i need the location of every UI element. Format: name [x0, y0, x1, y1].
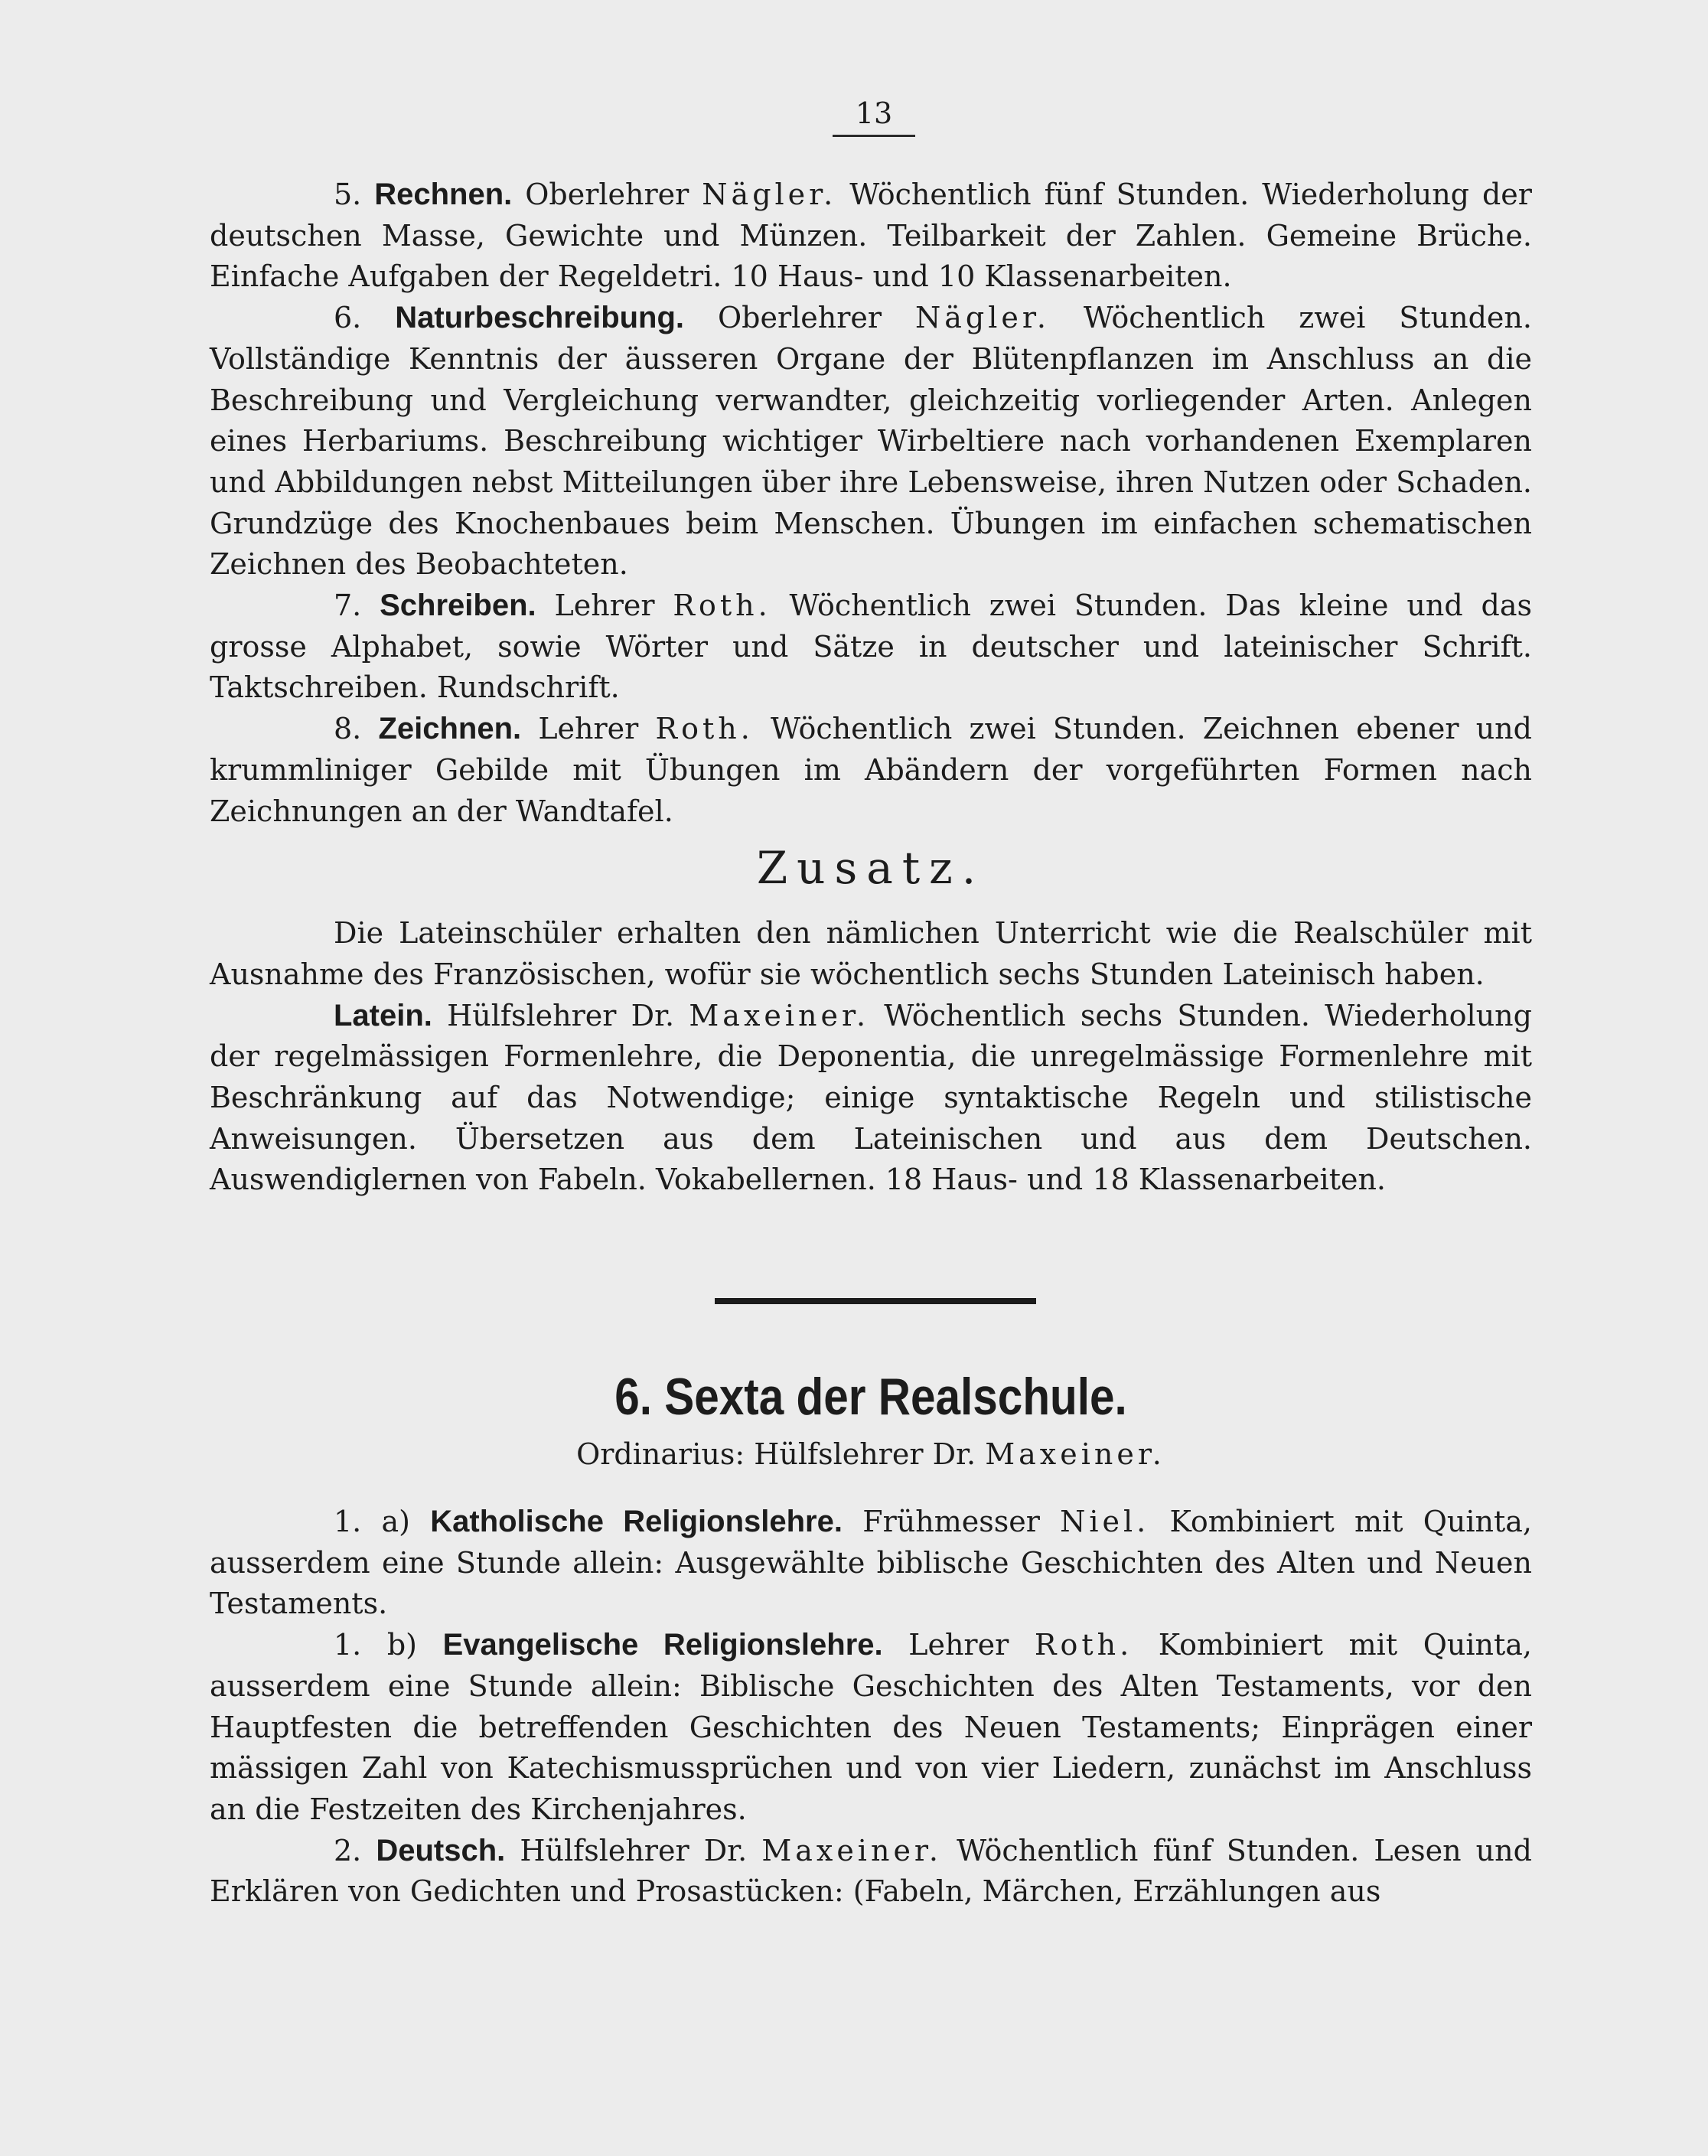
subject-title: Schreiben. [380, 589, 536, 623]
subject-list-lower [210, 1502, 1532, 1913]
teacher-role: Lehrer [908, 1628, 1009, 1662]
subject-title: Latein. [334, 998, 432, 1032]
teacher-name: Roth. [673, 589, 771, 623]
subject-text: Wöchentlich zwei Stunden. Vollständige Kenntnis der äusseren Organe der Blütenpflanzen im Anschluss an die Beschreibung und Vergleichung verwandter, gleichzeitig vorliegender Arten. Anlegen eines Herbariums. Beschreibung wichtiger Wirbeltiere nach vorhandenen Exemplaren und Abbildungen nebst Mitteilungen über ihre Lebensweise, ihren Nutzen oder Schaden. Grundzüge des Knochenbaues beim Menschen. Übungen im einfachen schematischen Zeichnen des Beobachteten. [210, 301, 1532, 582]
subject-title: Rechnen. [374, 178, 513, 211]
subject-number: 2. [334, 1833, 362, 1867]
subject-title: Katholische Religionslehre. [430, 1505, 843, 1538]
section-title: 6. Sexta der Realschule. [614, 1368, 1127, 1426]
subject-title: Naturbeschreibung. [395, 301, 685, 335]
subject-text: Wöchentlich fünf Stunden. Lesen und Erklären von Gedichten und Prosastücken: (Fabeln, Märchen, Erzählungen aus [210, 1833, 1532, 1909]
teacher-name: Roth. [1034, 1628, 1133, 1662]
teacher-role: Lehrer [538, 712, 639, 746]
subject-text: Wöchentlich zwei Stunden. Zeichnen ebener und krummliniger Gebilde mit Übungen im Abändern der vorgeführten Formen nach Zeichnungen an der Wandtafel. [210, 712, 1532, 828]
teacher-name: Maxeiner. [689, 998, 870, 1032]
zusatz-intro: Die Lateinschüler erhalten den nämlichen Unterricht wie die Realschüler mit Ausnahme des Französischen, wofür sie wöchentlich sechs Stunden Lateinisch haben. [210, 916, 1532, 991]
subject-zeichnen [210, 709, 1532, 832]
subject-number: 5. [334, 178, 362, 211]
teacher-name: Roth. [655, 712, 754, 746]
subject-deutsch [210, 1831, 1532, 1913]
teacher-name: Niel. [1060, 1505, 1150, 1538]
section-divider [715, 1298, 1036, 1304]
teacher-role: Hülfslehrer Dr. [447, 998, 675, 1032]
subject-number: 7. [334, 589, 362, 623]
ordinarius-label: Ordinarius: [576, 1437, 745, 1471]
teacher-name: Nägler. [915, 301, 1050, 335]
subject-title: Evangelische Religionslehre. [442, 1628, 883, 1662]
ordinarius-name: Maxeiner. [985, 1437, 1165, 1471]
subject-number: 6. [334, 301, 362, 335]
ordinarius-line [210, 1437, 1532, 1471]
teacher-role: Oberlehrer [525, 178, 689, 211]
subject-number: 1. b) [334, 1628, 417, 1662]
subject-latein [210, 996, 1532, 1202]
subject-number: 8. [334, 712, 362, 746]
teacher-name: Maxeiner. [761, 1833, 942, 1867]
subject-katholische-religion [210, 1502, 1532, 1625]
subject-evangelische-religion [210, 1625, 1532, 1831]
subject-naturbeschreibung [210, 298, 1532, 585]
subject-rechnen [210, 175, 1532, 298]
subject-title: Deutsch. [376, 1833, 506, 1867]
teacher-role: Frühmesser [862, 1505, 1040, 1538]
subject-schreiben [210, 585, 1532, 709]
teacher-role: Hülfslehrer Dr. [520, 1833, 748, 1867]
page-number: 13 [833, 96, 915, 137]
subject-text: Kombiniert mit Quinta, ausserdem eine Stunde allein: Biblische Geschichten des Alten Testaments, vor den Hauptfesten die betreffenden Geschichten des Neuen Testaments; Einprägen einer mässigen Zahl von Katechismussprüchen und von vier Liedern, zunächst im Anschluss an die Festzeiten des Kirchenjahres. [210, 1628, 1532, 1826]
subject-text: Kombiniert mit Quinta, ausserdem eine Stunde allein: Ausgewählte biblische Geschichten des Alten und Neuen Testaments. [210, 1505, 1532, 1621]
ordinarius-role: Hülfslehrer Dr. [754, 1437, 976, 1471]
subject-text: Wöchentlich sechs Stunden. Wiederholung der regelmässigen Formenlehre, die Deponentia, die unregelmässige Formenlehre mit Beschränkung auf das Notwendige; einige syntaktische Regeln und stilistische Anweisungen. Übersetzen aus dem Lateinischen und aus dem Deutschen. Auswendiglernen von Fabeln. Vokabellernen. 18 Haus- und 18 Klassenarbeiten. [210, 998, 1532, 1197]
subject-list-upper [210, 175, 1532, 1201]
subject-number: 1. a) [334, 1505, 410, 1538]
teacher-role: Oberlehrer [717, 301, 882, 335]
zusatz-heading: Zusatz. [756, 842, 986, 895]
subject-text: Wöchentlich fünf Stunden. Wiederholung der deutschen Masse, Gewichte und Münzen. Teilbarkeit der Zahlen. Gemeine Brüche. Einfache Aufgaben der Regeldetri. 10 Haus- und 10 Klassenarbeiten. [210, 178, 1532, 294]
teacher-role: Lehrer [554, 589, 655, 623]
subject-text: Wöchentlich zwei Stunden. Das kleine und das grosse Alphabet, sowie Wörter und Sätze in deutscher und lateinischer Schrift. Taktschreiben. Rundschrift. [210, 589, 1532, 705]
subject-title: Zeichnen. [378, 712, 522, 746]
teacher-name: Nägler. [702, 178, 837, 211]
